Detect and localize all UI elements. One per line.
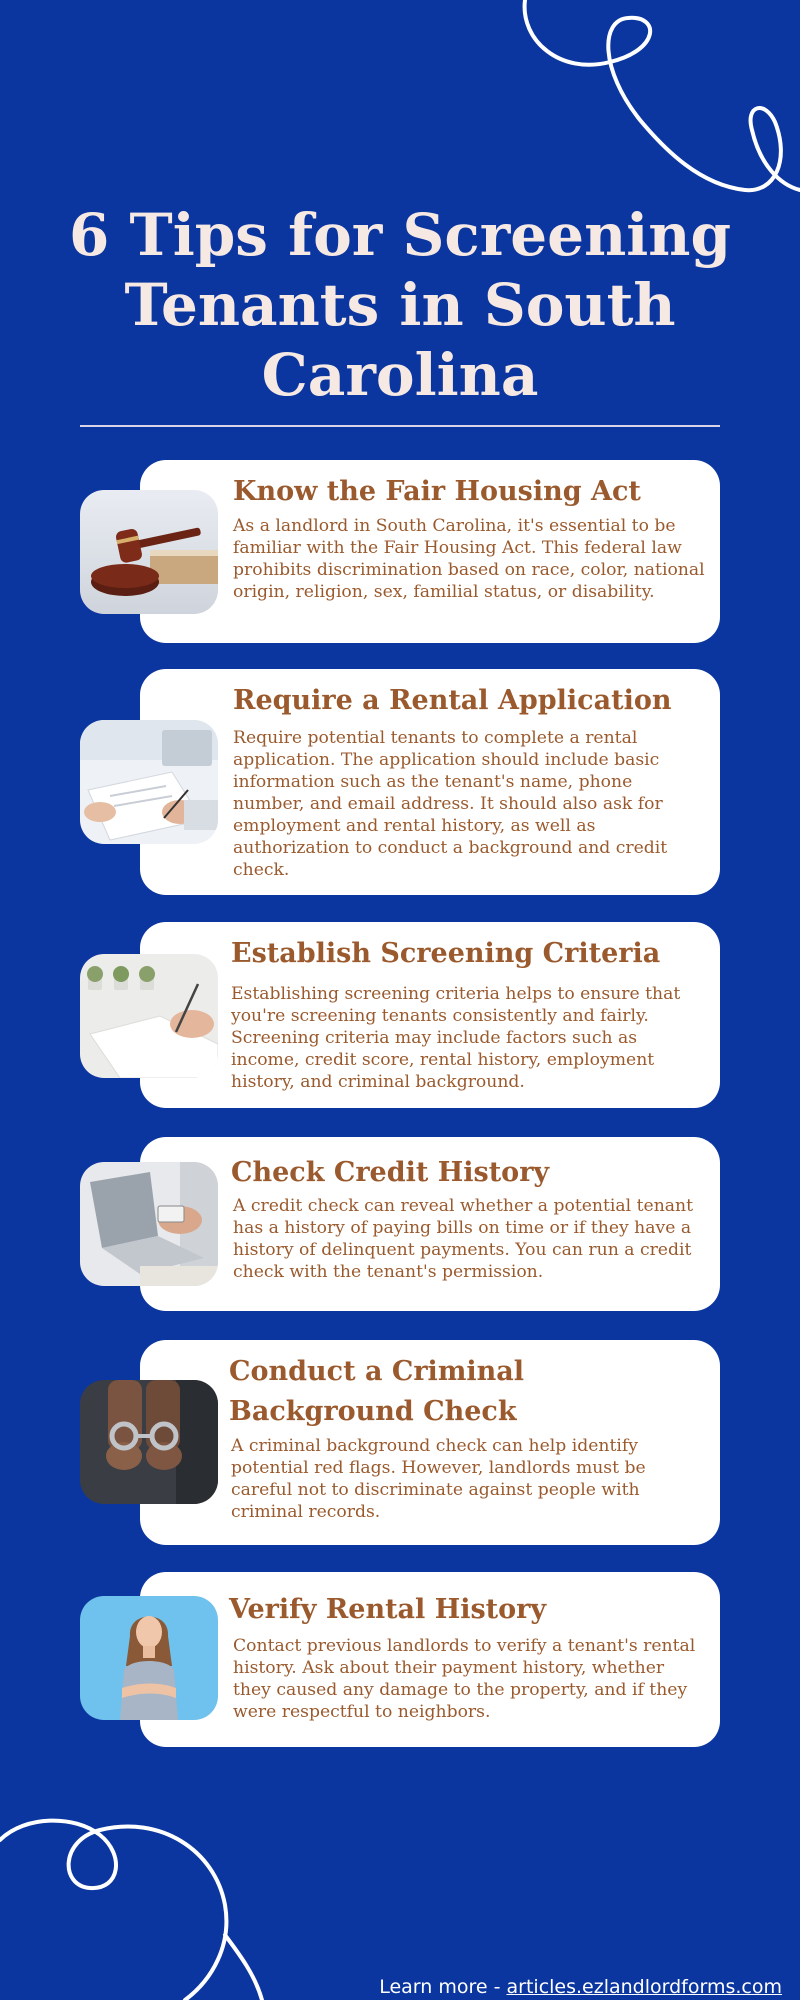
tip-title: Check Credit History [231,1157,550,1188]
page-title: 6 Tips for Screening Tenants in South Carolina [68,201,731,409]
tip-card-rental-history [140,1572,720,1747]
title-divider [80,425,720,427]
tip-card-screening-criteria [140,922,720,1108]
tip-body: Contact previous landlords to verify a tenant's rental history. Ask about their payment history, whether they caused any damage to the property, and if they were respectful to neighbors. [233,1636,696,1722]
tip-title: Conduct a Criminal Background Check [229,1356,525,1427]
woman-arms-crossed-image [80,1596,218,1720]
footer-prefix: Learn more - [379,1976,507,1998]
laptop-credit-card-image [80,1162,218,1286]
bottom-swirl [0,1821,262,2000]
tip-body: Require potential tenants to complete a rental application. The application should include basic information such as the tenant's name, phone number, and email address. It should also ask for employment and rental history, as well as authorization to conduct a background and credit check. [233,728,668,880]
tip-body: As a landlord in South Carolina, it's essential to be familiar with the Fair Housing Act. This federal law prohibits discrimination based on race, color, national origin, religion, sex, familial status, or disability. [233,516,705,602]
tip-card-rental-application [140,669,720,895]
handcuffs-image [80,1380,218,1504]
footer [379,1976,782,1998]
tip-card-credit-history [140,1137,720,1311]
tip-body: A credit check can reveal whether a potential tenant has a history of paying bills on time or if they have a history of delinquent payments. You can run a credit check with the tenant's permission. [233,1196,693,1282]
top-swirl [525,0,800,190]
tip-card-fair-housing [140,460,720,643]
tip-title: Know the Fair Housing Act [233,476,641,507]
tip-body: A criminal background check can help identify potential red flags. However, landlords must be careful not to discriminate against people with criminal records. [231,1436,646,1522]
tip-card-criminal-background [140,1340,720,1545]
writing-notebook-image [80,954,218,1078]
tip-title: Require a Rental Application [233,685,672,716]
gavel-image [80,490,218,614]
tip-body: Establishing screening criteria helps to ensure that you're screening tenants consistently and fairly. Screening criteria may include factors such as income, credit score, rental history, employment history, and criminal background. [231,984,681,1092]
footer-link[interactable]: articles.ezlandlordforms.com [506,1976,782,1998]
signing-form-image [80,720,218,844]
tip-title: Establish Screening Criteria [231,938,661,969]
tip-title: Verify Rental History [229,1594,547,1625]
